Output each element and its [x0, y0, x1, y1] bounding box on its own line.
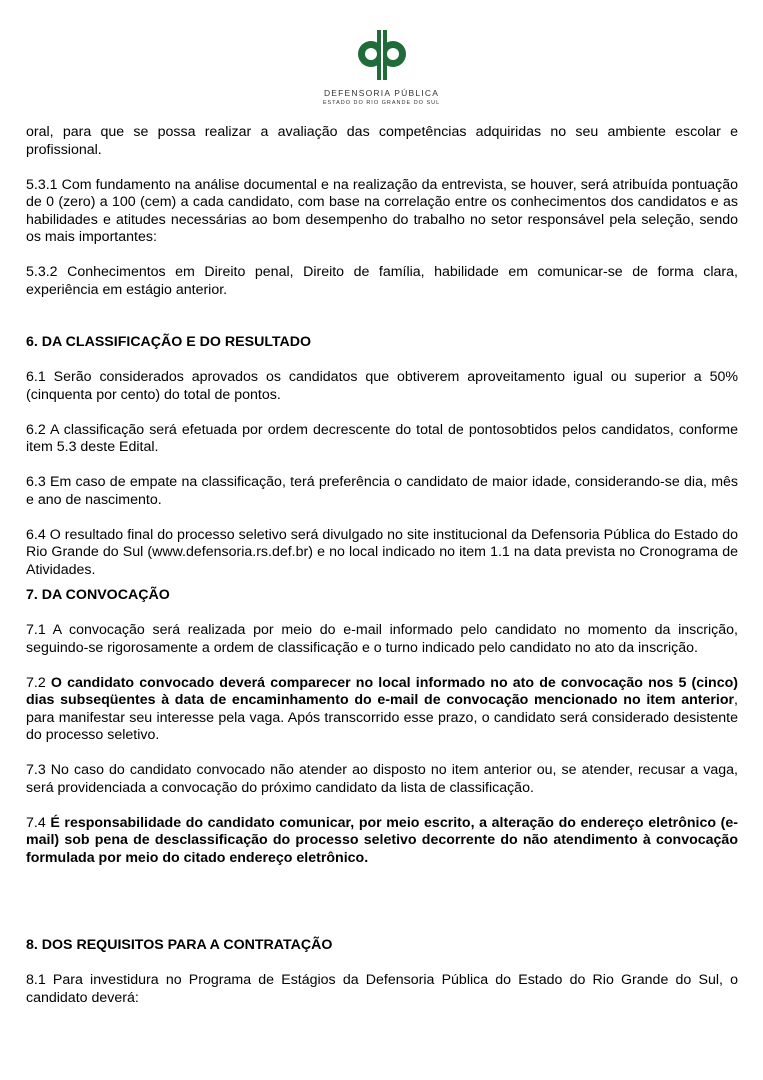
paragraph-7-3: 7.3 No caso do candidato convocado não atender ao disposto no item anterior ou, se atender, recusar a vaga, será providenciada a convocação do próximo candidato da lista de classificação.	[26, 762, 738, 796]
org-subtitle: ESTADO DO RIO GRANDE DO SUL	[322, 100, 441, 106]
paragraph-7-2	[26, 675, 738, 745]
bold-text: O candidato convocado deverá comparecer no local informado no ato de convocação nos 5 (cinco) dias subseqüentes à data de encaminhamento do e-mail de convocação mencionado no item anterior	[26, 674, 739, 708]
section-heading-8: 8. DOS REQUISITOS PARA A CONTRATAÇÃO	[26, 937, 333, 953]
document-body	[26, 124, 738, 1007]
paragraph-continuation: oral, para que se possa realizar a avaliação das competências adquiridas no seu ambiente escolar e profissional.	[26, 124, 738, 158]
paragraph-5-3-2: 5.3.2 Conhecimentos em Direito penal, Direito de família, habilidade em comunicar-se de forma clara, experiência em estágio anterior.	[26, 264, 738, 298]
bold-text: É responsabilidade do candidato comunicar, por meio escrito, a alteração do endereço eletrônico (e-mail) sob pena de desclassificação do processo seletivo decorrente do não atendimento à convocação formulada por meio do citado endereço eletrônico.	[26, 814, 738, 866]
item-number: 7.2	[26, 674, 51, 691]
section-heading-7: 7. DA CONVOCAÇÃO	[26, 587, 170, 603]
paragraph-8-1: 8.1 Para investidura no Programa de Estágios da Defensoria Pública do Estado do Rio Grande do Sul, o candidato deverá:	[26, 972, 738, 1006]
org-name: DEFENSORIA PÚBLICA	[323, 88, 440, 98]
paragraph-5-3-1: 5.3.1 Com fundamento na análise documental e na realização da entrevista, se houver, será atribuída pontuação de 0 (zero) a 100 (cem) a cada candidato, com base na correlação entre os conhecimentos dos candidatos e as habilidades e atitudes necessárias ao bom desempenho do trabalho no setor responsável pela seleção, sendo os mais importantes:	[26, 176, 738, 245]
section-heading-6: 6. DA CLASSIFICAÇÃO E DO RESULTADO	[26, 334, 312, 350]
paragraph-7-1: 7.1 A convocação será realizada por meio do e-mail informado pelo candidato no momento da inscrição, seguindo-se rigorosamente a ordem de classificação e o turno indicado pelo candidato no ato da inscrição.	[26, 622, 738, 656]
paragraph-6-1: 6.1 Serão considerados aprovados os candidatos que obtiverem aproveitamento igual ou superior a 50% (cinquenta por cento) do total de pontos.	[26, 369, 738, 403]
paragraph-6-2: 6.2 A classificação será efetuada por ordem decrescente do total de pontosobtidos pelos candidatos, conforme item 5.3 deste Edital.	[26, 421, 738, 455]
defensoria-logo-icon	[353, 28, 411, 82]
regular-text: , para manifestar seu interesse pela vaga. Após transcorrido esse prazo, o candidato será considerado desistente do processo seletivo.	[26, 692, 738, 743]
paragraph-7-4	[26, 815, 738, 868]
paragraph-6-4: 6.4 O resultado final do processo seletivo será divulgado no site institucional da Defensoria Pública do Estado do Rio Grande do Sul (www.defensoria.rs.def.br) e no local indicado no item 1.1 na data prevista no Cronograma de Atividades.	[26, 526, 738, 578]
item-number: 7.4	[26, 814, 51, 831]
paragraph-6-3: 6.3 Em caso de empate na classificação, terá preferência o candidato de maior idade, considerando-se dia, mês e ano de nascimento.	[26, 474, 738, 508]
document-header	[0, 28, 763, 106]
